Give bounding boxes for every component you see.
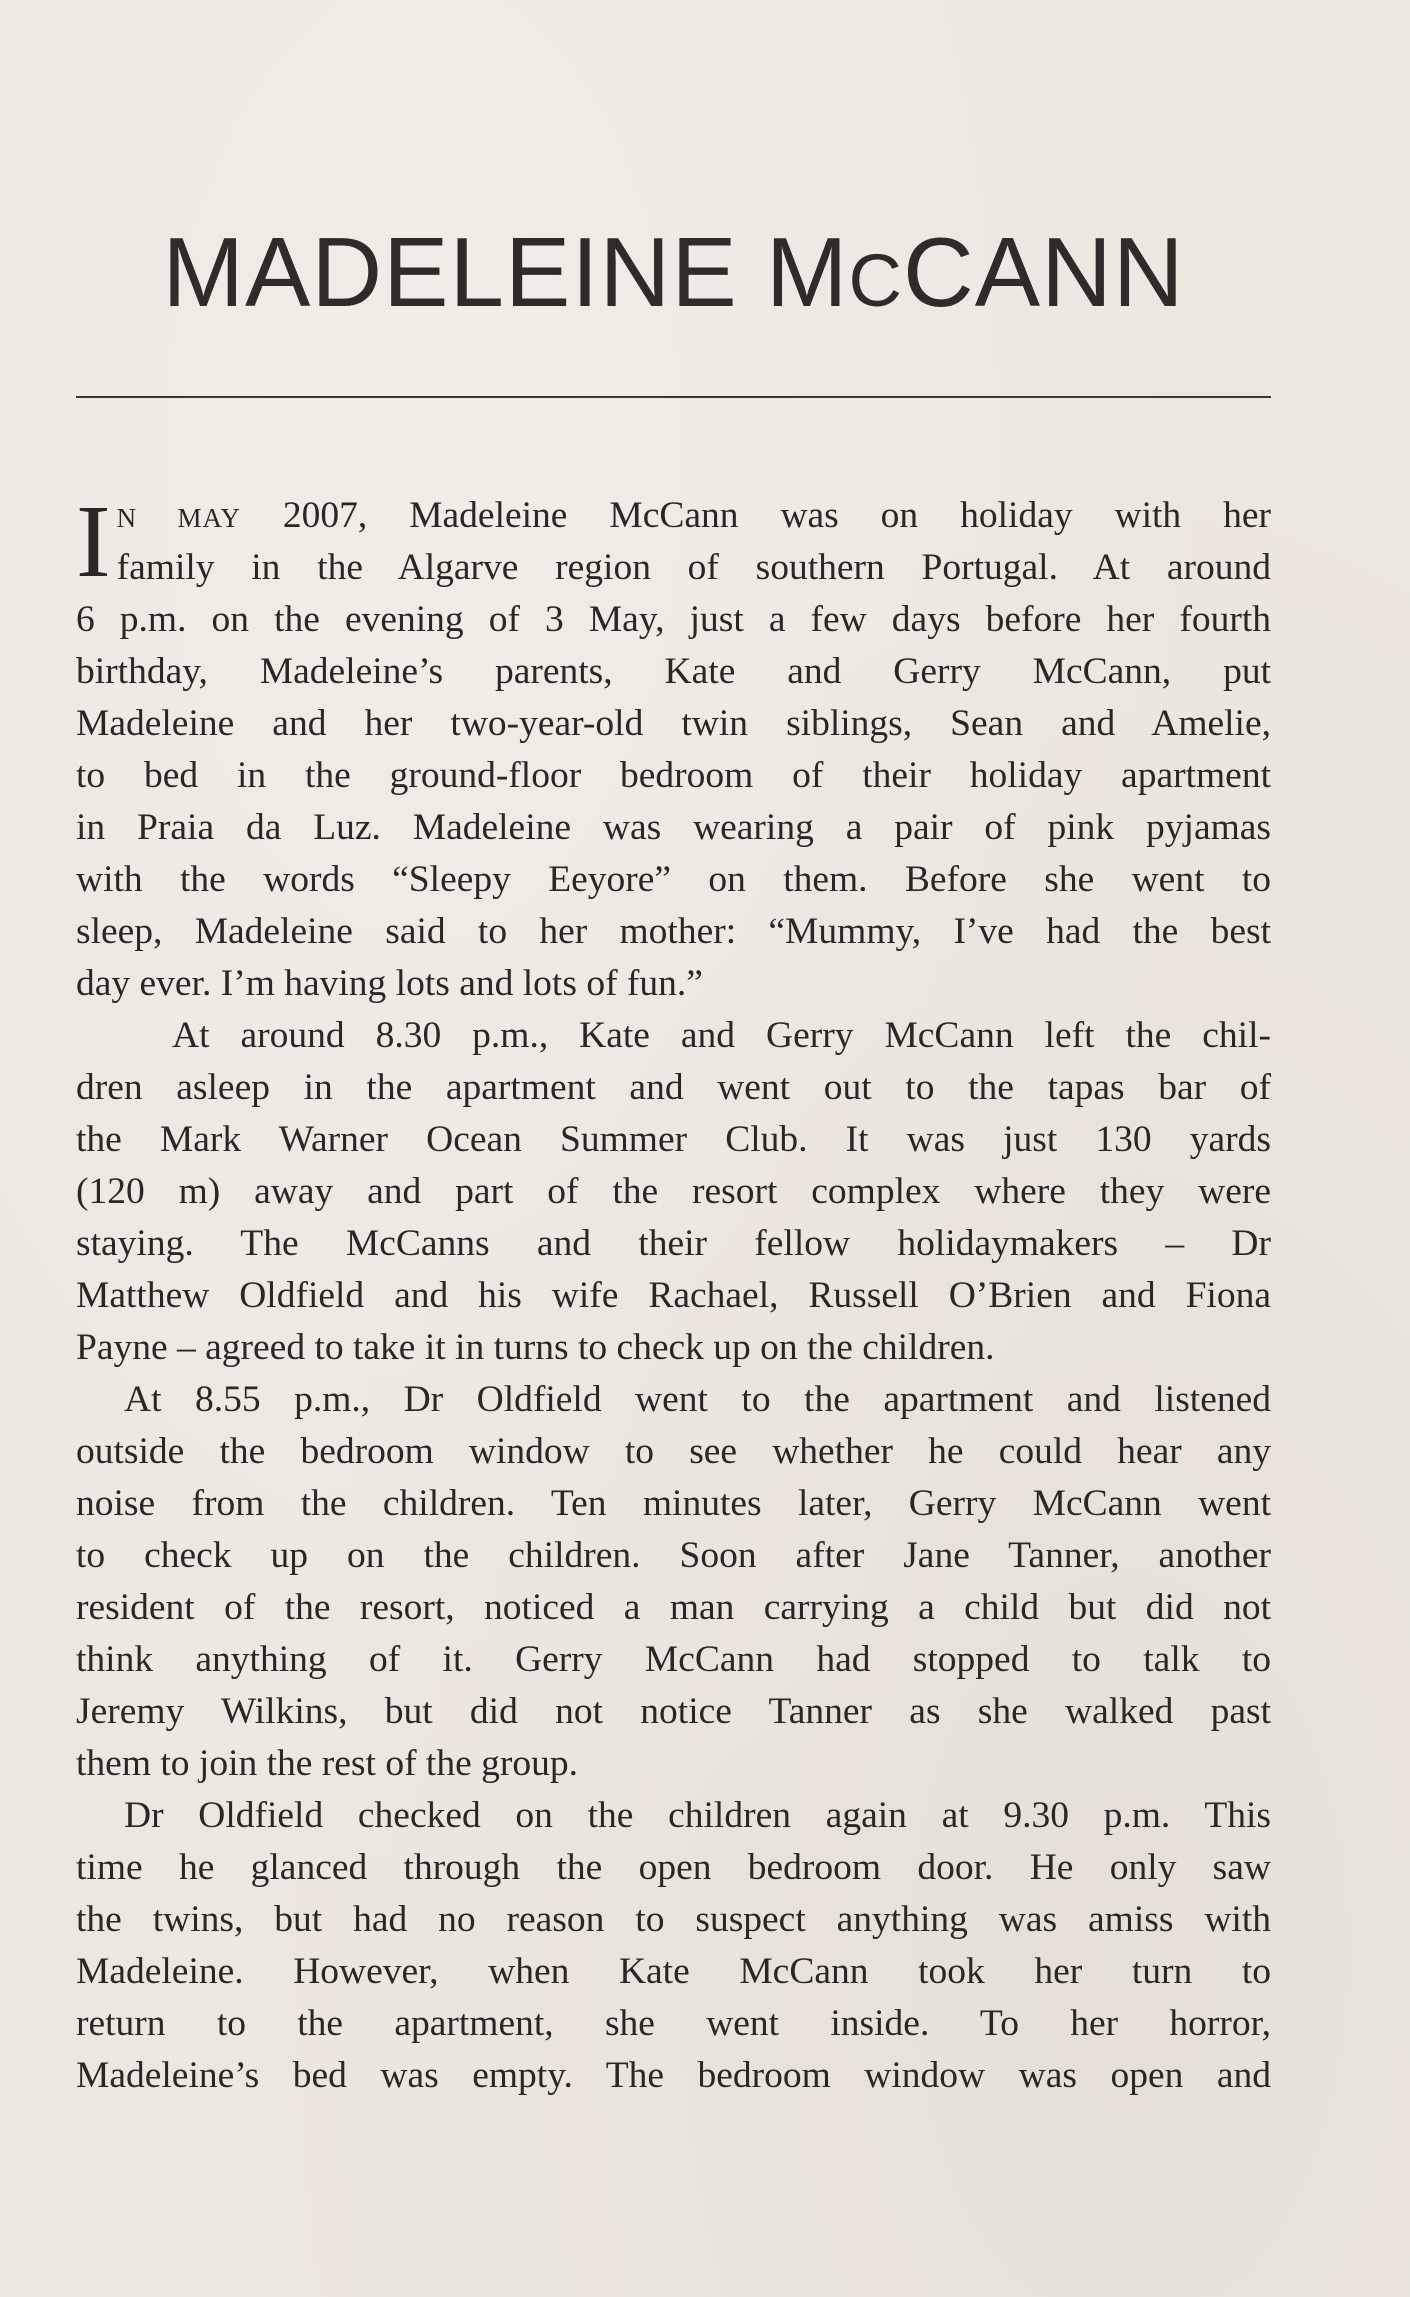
text-line: Madeleine’s bed was empty. The bedroom window was open and	[76, 2055, 1271, 2096]
text-line: noise from the children. Ten minutes later, Gerry McCann went	[76, 1483, 1271, 1524]
text-line: Jeremy Wilkins, but did not notice Tanner as she walked past	[76, 1691, 1271, 1732]
chapter-title-smallcap: C	[848, 239, 903, 322]
text-line: Madeleine. However, when Kate McCann took her turn to	[76, 1951, 1271, 1992]
text-line: in Praia da Luz. Madeleine was wearing a pair of pink pyjamas	[76, 807, 1271, 848]
text-line: them to join the rest of the group.	[76, 1743, 578, 1784]
text-line: the Mark Warner Ocean Summer Club. It was just 130 yards	[76, 1119, 1271, 1160]
text-line: Matthew Oldfield and his wife Rachael, Russell O’Brien and Fiona	[76, 1275, 1271, 1316]
paragraph-3	[76, 1374, 1271, 1790]
text-line: time he glanced through the open bedroom door. He only saw	[76, 1847, 1271, 1888]
text-line: to check up on the children. Soon after Jane Tanner, another	[76, 1535, 1271, 1576]
text-line: Madeleine and her two-year-old twin siblings, Sean and Amelie,	[76, 703, 1271, 744]
text-line: dren asleep in the apartment and went out to the tapas bar of	[76, 1067, 1271, 1108]
text-line: sleep, Madeleine said to her mother: “Mummy, I’ve had the best	[76, 911, 1271, 952]
text-line: to bed in the ground-floor bedroom of their holiday apartment	[76, 755, 1271, 796]
title-rule	[76, 396, 1271, 398]
text-line: family in the Algarve region of southern Portugal. At around	[116, 547, 1271, 588]
text-line: return to the apartment, she went inside. To her horror,	[76, 2003, 1271, 2044]
text-line: think anything of it. Gerry McCann had stopped to talk to	[76, 1639, 1271, 1680]
text-line: outside the bedroom window to see whether he could hear any	[76, 1431, 1271, 1472]
text-line: I N MAY 2007, Madeleine McCann was on holiday with her	[76, 484, 1271, 599]
text-line: (120 m) away and part of the resort complex where they were	[76, 1171, 1271, 1212]
text-line: At around 8.30 p.m., Kate and Gerry McCann left the chil-	[172, 1015, 1271, 1056]
text-line: birthday, Madeleine’s parents, Kate and Gerry McCann, put	[76, 651, 1271, 692]
text-line: staying. The McCanns and their fellow holidaymakers – Dr	[76, 1223, 1271, 1264]
text-line: Payne – agreed to take it in turns to check up on the children.	[76, 1327, 995, 1368]
paragraph-2	[76, 1010, 1271, 1374]
text-line: with the words “Sleepy Eeyore” on them. Before she went to	[76, 859, 1271, 900]
chapter-title-end: CANN	[903, 217, 1185, 327]
article-body	[76, 484, 1271, 2102]
text-line: Dr Oldfield checked on the children again at 9.30 p.m. This	[124, 1795, 1271, 1836]
text-line: At 8.55 p.m., Dr Oldfield went to the apartment and listened	[124, 1379, 1271, 1420]
text-line: 6 p.m. on the evening of 3 May, just a few days before her fourth	[76, 599, 1271, 640]
text-line: the twins, but had no reason to suspect anything was amiss with	[76, 1899, 1271, 1940]
drop-cap: I	[76, 484, 111, 599]
chapter-title-main: MADELEINE M	[162, 217, 849, 327]
chapter-title	[76, 218, 1271, 335]
paragraph-1	[76, 484, 1271, 1010]
paragraph-4	[76, 1790, 1271, 2102]
lead-smallcaps: N MAY	[116, 503, 241, 533]
text-line: day ever. I’m having lots and lots of fun.”	[76, 963, 703, 1004]
text-line: resident of the resort, noticed a man carrying a child but did not	[76, 1587, 1271, 1628]
